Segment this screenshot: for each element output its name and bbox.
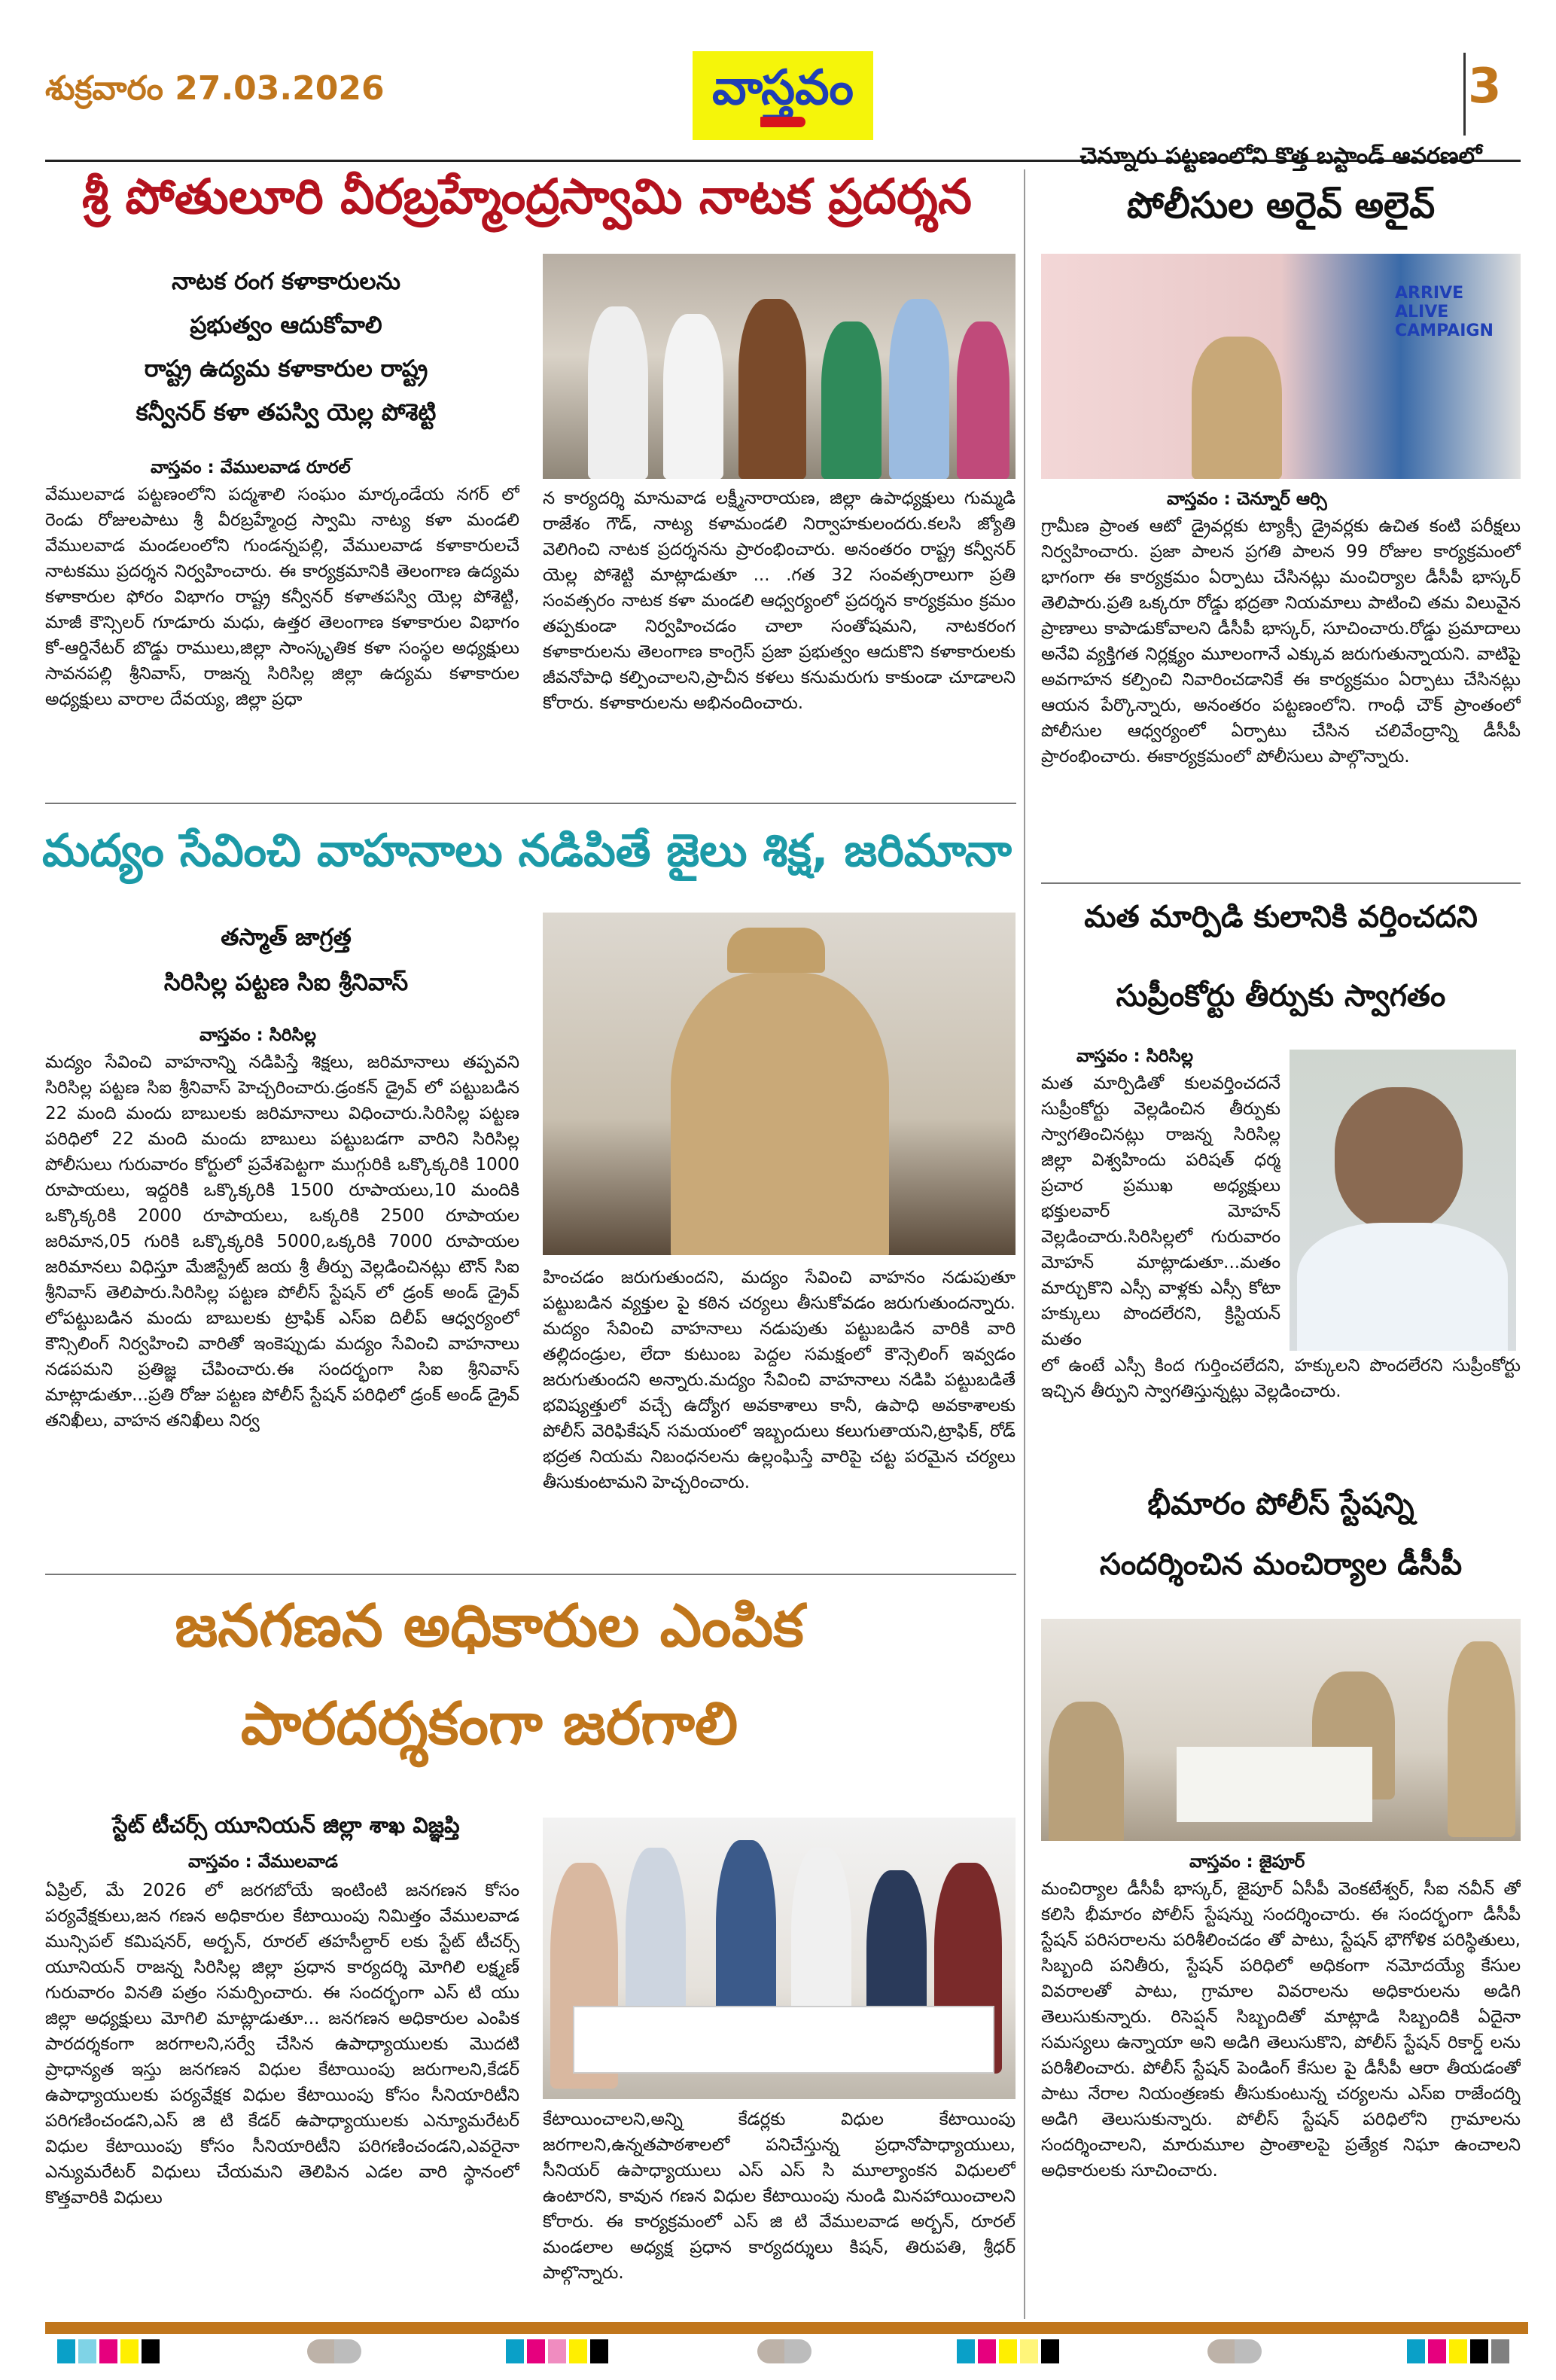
color-registration-mark (957, 2339, 1059, 2363)
story3-body-mid: కేటాయించాలని,అన్ని కేడర్లకు విధుల కేటాయింపు జరగాలని,ఉన్నతపాఠశాలలో పనిచేస్తున్న ప్రధానోపాధ్యాయులు, సీనియర్ ఉపాధ్యాయులు ఎస్ ఎస్ సి మూల్యాంకన విధులలో ఉంటారని, కావున గణన విధుల కేటాయింపు నుండి మినహాయించాలని కోరారు. ఈ కార్యక్రమంలో ఎస్ జి టి వేములవాడ అర్బన్, రూరల్ మండలాల అధ్యక్ష ప్రధాన కార్యదర్శులు కిషన్, తిరుపతి, శ్రీధర్ పాల్గొన్నారు. (543, 2110, 1016, 2283)
right1-photo-banner: ARRIVE ALIVE CAMPAIGN (1395, 284, 1494, 340)
registration-oval (307, 2339, 361, 2363)
story2-subhead: సిరిసిల్ల పట్టణ సిఐ శ్రీనివాస్ (163, 969, 409, 996)
story3-dateline: వాస్తవం : వేములవాడ (188, 1852, 338, 1872)
story1-photo (543, 254, 1016, 479)
footer-rule (45, 2322, 1528, 2334)
color-registration-mark (1407, 2339, 1509, 2363)
story1-subhead: కన్వీనర్ కళా తపస్వి యెల్ల పోశెట్టి (136, 399, 437, 426)
color-registration-mark (57, 2339, 160, 2363)
right2-body-full: లో ఉంటే ఎస్సీ కింద గుర్తించలేదని, హక్కులని పొందలేరని సుప్రీంకోర్టు ఇచ్చిన తీర్పుని స్వాగతిస్తున్నట్లు వెల్లడించారు. (1041, 1356, 1521, 1401)
story2-body-left: మద్యం సేవించి వాహనాన్ని నడిపిస్తే శిక్షలు, జరిమానాలు తప్పవని సిరిసిల్ల పట్టణ సిఐ శ్రీనివాస్ హెచ్చరించారు.డ్రంకన్ డ్రైవ్ లో పట్టుబడిన 22 మంది మందు బాబులకు జరిమానాలు విధించారు.సిరిసిల్ల పట్టణ పరిధిలో 22 మంది మందు బాబులు పట్టుబడగా వారిని సిరిసిల్ల పోలీసులు గురువారం కోర్టులో ప్రవేశపెట్టగా ముగ్గురికి ఒక్కొక్కరికి 1000 రూపాయలు, ఇద్దరికి ఒక్కొక్కరికి 1500 రూపాయలు,10 మందికి ఒక్కొక్కరికి 2000 రూపాయలు, ఒక్కరికి 2500 రూపాయల జరిమాన,05 గురికి ఒక్కొక్కరికి 5000,ఒక్కరికి 7000 రూపాయల జరిమానలు విధిస్తూ మేజిస్ట్రేట్ జయ శ్రీ తీర్పు వెల్లడించినట్లు టౌన్ సిఐ శ్రీనివాస్ తెలిపారు.సిరిసిల్ల పట్టణ పోలీస్ స్టేషన్ లో డ్రంక్ అండ్ డ్రైవ్ లోపట్టుబడిన మందు బాబులకు ట్రాఫిక్ ఎస్ఐ దిలీప్ ఆధ్వర్యంలో కౌన్సిలింగ్ నిర్వహించి వారితో ఇంకెప్పుడు మద్యం సేవించి వాహనాలు నడపమని ప్రతిజ్ఞ చేపించారు.ఈ సందర్భంగా సిఐ శ్రీనివాస్ మాట్లాడుతూ...ప్రతి రోజు పట్టణ పోలీస్ స్టేషన్ పరిధిలో డ్రంక్ అండ్ డ్రైవ్ తనిఖీలు, వాహన తనిఖీలు నిర్వ (45, 1053, 519, 1431)
story1-headline: శ్రీ పోతులూరి వీరబ్రహ్మేంద్రస్వామి నాటక ప్రదర్శన (82, 169, 972, 225)
color-registration-mark (506, 2339, 608, 2363)
issue-date: శుక్రవారం 27.03.2026 (45, 69, 385, 108)
right1-headline: పోలీసుల అరైవ్ అలైవ్ (1126, 184, 1436, 227)
right2-dateline: వాస్తవం : సిరిసిల్ల (1076, 1047, 1194, 1066)
column-divider (1024, 169, 1025, 2319)
registration-oval (757, 2339, 811, 2363)
story1-dateline: వాస్తవం : వేములవాడ రూరల్ (151, 458, 351, 477)
story3-body-left: ఏప్రిల్, మే 2026 లో జరగబోయే ఇంటింటి జనగణన కోసం పర్యవేక్షకులు,జన గణన అధికారుల కేటాయింపు నిమిత్తం వేములవాడ మున్సిపల్ కమిషనర్, అర్బన్, రూరల్ తహసీల్దార్ లకు స్టేట్ టీచర్స్ యూనియన్ రాజన్న సిరిసిల్ల జిల్లా ప్రధాన కార్యదర్శి మోగిలి లక్ష్మణ్ గురువారం వినతి పత్రం సమర్పించారు. ఈ సందర్భంగా ఎస్ టి యు జిల్లా అధ్యక్షులు మోగిలి మాట్లాడుతూ... జనగణన అధికారుల ఎంపిక పారదర్శకంగా జరగాలని,సర్వే చేసిన ఉపాధ్యాయులకు మొదటి ప్రాధాన్యత ఇస్తు జనగణన విధుల కేటాయింపు జరుగాలని,కేడర్ ఉపాధ్యాయులకు పర్యవేక్షక విధుల కేటాయింపు కోసం సీనియారిటీని పరిగణించండని,ఎస్ జి టి కేడర్ ఉపాధ్యాయులకు ఎన్యూమరేటర్ విధుల కేటాయింపు కోసం సీనియారిటీని పరిగణించండని,ఎవరైనా ఎన్యుమరేటర్ విధులు చేయమని తెలిపిన ఎడల వారి స్థానంలో కొత్తవారికి విధులు (45, 1881, 519, 2208)
story-divider (1041, 882, 1521, 884)
right3-body: మంచిర్యాల డీసీపీ భాస్కర్, జైపూర్ ఏసీపీ వెంకటేశ్వర్, సీఐ నవీన్ తో కలిసి భీమారం పోలీస్ స్టేషన్ను సందర్శించారు. ఈ సందర్భంగా డీసీపీ స్టేషన్ పరిసరాలను పరిశీలించడం తో పాటు, స్టేషన్ భౌగోళిక పరిస్థితులు, సిబ్బంది పనితీరు, స్టేషన్ పరిధిలో అధికంగా నమోదయ్యే కేసుల వివరాలతో పాటు, గ్రామాల వివరాలను అధికారులను అడిగి తెలుసుకున్నారు. రిసెప్షన్ సిబ్బందితో మాట్లాడి సిబ్బందికి ఏదైనా సమస్యలు ఉన్నాయా అని అడిగి తెలుసుకొని, పోలీస్ స్టేషన్ రికార్డ్ లను పరిశీలించారు. పోలీస్ స్టేషన్ పెండింగ్ కేసుల పై డీసీపీ ఆరా తీయడంతో పాటు నేరాల నియంత్రణకు తీసుకుంటున్న చర్యలను ఎస్ఐ రాజేందర్ని అడిగి తెలుసుకున్నారు. పోలీస్ స్టేషన్ పరిధిలోని గ్రామాలను సందర్శించాలని, మారుమూల ప్రాంతాలపై ప్రత్యేక నిఘా ఉంచాలని అధికారులకు సూచించారు. (1041, 1879, 1521, 2180)
right1-photo (1041, 254, 1521, 479)
right2-photo (1290, 1050, 1516, 1351)
story2-body-mid: హించడం జరుగుతుందని, మద్యం సేవించి వాహనం నడుపుతూ పట్టుబడిన వ్యక్తుల పై కఠిన చర్యలు తీసుకోవడం జరుగుతుందన్నారు. మద్యం సేవించి వాహనాలు నడుపుతు పట్టుబడిన వారికి వారి తల్లిదండ్రుల, లేదా కుటుంబ పెద్దల సమక్షంలో కౌన్సెలింగ్ ఇవ్వడం జరుగుతుందని అన్నారు.మద్యం సేవించి వాహనాలు నడిపి పట్టుబడితే భవిష్యత్తులో వచ్చే ఉద్యోగ అవకాశాలు కానీ, ఉపాధి అవకాశాలకు పోలీస్ వెరిఫికేషన్ సమయంలో ఇబ్బందులు కలుగుతాయని,ట్రాఫిక్, రోడ్ భద్రత నియమ నిబంధనలను ఉల్లంఘిస్తే వారిపై చట్ట పరమైన చర్యలు తీసుకుంటామని హెచ్చరించారు. (543, 1268, 1016, 1492)
story1-body-left: వేములవాడ పట్టణంలోని పద్మశాలి సంఘం మార్కండేయ నగర్ లో రెండు రోజులపాటు శ్రీ వీరబ్రహ్మేంద్ర స్వామి నాట్య కళా మండలి వేములవాడ మండలంలోని గుండన్నపల్లి, వేములవాడ కళాకారులచే నాటకము ప్రదర్శన నిర్వహించారు. ఈ కార్యక్రమానికి తెలంగాణ ఉద్యమ కళాకారుల ఫోరం విభాగం రాష్ట్ర కన్వీనర్ కళాతపస్వి యెల్ల పోశెట్టి, మాజీ కౌన్సిలర్ గూడూరు మధు, ఉత్తర తెలంగాణ కళాకారుల విభాగం కో-ఆర్డినేటర్ బొడ్డు రాములు,జిల్లా సాంస్కృతిక కళా సంస్థల అధ్యక్షులు సావనపల్లి శ్రీనివాస్, రాజన్న సిరిసిల్ల జిల్లా ఉద్యమ కళాకారుల అధ్యక్షులు వారాల దేవయ్య, జిల్లా ప్రధా (45, 485, 519, 709)
right3-headline-line1: భీమారం పోలీస్ స్టేషన్ని (1147, 1487, 1414, 1522)
page-number: 3 (1468, 59, 1502, 114)
masthead-logo (693, 51, 873, 140)
header-divider (1463, 53, 1466, 136)
story3-photo (543, 1818, 1016, 2099)
right1-body: గ్రామీణ ప్రాంత ఆటో డ్రైవర్లకు ట్యాక్సీ డ్రైవర్లకు ఉచిత కంటి పరీక్షలు నిర్వహించారు. ప్రజా పాలన ప్రగతి పాలన 99 రోజుల కార్యక్రమంలో భాగంగా ఈ కార్యక్రమం ఏర్పాటు చేసినట్లు మంచిర్యాల డీసీపీ భాస్కర్ తెలిపారు.ప్రతి ఒక్కరూ రోడ్డు భద్రతా నియమాలు పాటించి తమ విలువైన ప్రాణాలు కాపాడుకోవాలని డీసీపీ భాస్కర్, సూచించారు.రోడ్డు ప్రమాదాలు అనేవి వ్యక్తిగత నిర్లక్ష్యం మూలంగానే ఎక్కువ జరుగుతున్నాయని. వాటిపై అవగాహన కల్పించి నివారించడానికే ఈ కార్యక్రమం ఏర్పాటు చేసినట్లు ఆయన పేర్కొన్నారు, అనంతరం పట్టణంలోని. గాంధీ చౌక్ ప్రాంతంలో పోలీసుల ఆధ్వర్యంలో ఏర్పాటు చేసిన చలివేంద్రాన్ని డీసీపీ ప్రారంభించారు. ఈకార్యక్రమంలో పోలీసులు పాల్గొన్నారు. (1041, 517, 1521, 766)
registration-oval (1207, 2339, 1262, 2363)
right1-dateline: వాస్తవం : చెన్నూర్ ఆర్సి (1167, 489, 1327, 509)
right3-photo (1041, 1619, 1521, 1841)
story2-headline: మద్యం సేవించి వాహనాలు నడిపితే జైలు శిక్ష, జరిమానా (41, 824, 1012, 877)
right2-headline-line2: సుప్రీంకోర్టు తీర్పుకు స్వాగతం (1116, 979, 1446, 1013)
story1-body-mid: న కార్యదర్శి మానువాడ లక్ష్మీనారాయణ, జిల్లా ఉపాధ్యక్షులు గుమ్మడి రాజేశం గౌడ్, నాట్య కళామండలి నిర్వాహకులందరు.కలసి జ్యోతి వెలిగించి నాటక ప్రదర్శనను ప్రారంభించారు. అనంతరం రాష్ట్ర కన్వీనర్ యెల్ల పోశెట్టి మాట్లాడుతూ ... .గత 32 సంవత్సరాలుగా ప్రతి సంవత్సరం నాటక కళా మండలి ఆధ్వర్యంలో ప్రదర్శన కార్యక్రమం క్రమం తప్పకుండా నిర్వహించడం చాలా సంతోషమని, నాటకరంగ కళాకారులను తెలంగాణ కాంగ్రెస్ ప్రజా ప్రభుత్వం ఆదుకొని కళాకారులకు జీవనోపాధి కల్పించాలని,ప్రాచీన కళలు కనుమరుగు కాకుండా చూడాలని కోరారు. కళాకారులను అభినందించారు. (543, 489, 1016, 713)
story1-subhead: నాటక రంగ కళాకారులను (172, 268, 400, 295)
story3-subhead: స్టేట్ టీచర్స్ యూనియన్ జిల్లా శాఖ విజ్ఞప్తి (112, 1812, 460, 1838)
story-divider (45, 803, 1016, 804)
logo-text: వాస్తవం (712, 60, 854, 116)
right1-kicker: చెన్నూరు పట్టణంలోని కొత్త బస్టాండ్ ఆవరణలో (1079, 143, 1482, 169)
story-divider (45, 1574, 1016, 1575)
story2-subheads (45, 915, 527, 1005)
right3-dateline: వాస్తవం : జైపూర్ (1189, 1852, 1305, 1872)
story2-dateline: వాస్తవం : సిరిసిల్ల (199, 1025, 317, 1045)
story1-subhead: ప్రభుత్వం ఆదుకోవాలి (190, 312, 382, 339)
logo-bullet-icon (760, 117, 805, 127)
story3-headline-line1: జనగణన అధికారుల ఎంపిక (175, 1592, 804, 1660)
story1-subheads (45, 260, 527, 434)
right2-body-wrap: మత మార్పిడితో కులవర్తించదనే సుప్రీంకోర్టు వెల్లడించిన తీర్పుకు స్వాగతించినట్లు రాజన్న సిరిసిల్ల జిల్లా విశ్వహిందు పరిషత్ ధర్మ ప్రచార ప్రముఖ అధ్యక్షులు భక్తులవార్ మోహన్ వెల్లడించారు.సిరిసిల్లలో గురువారం మోహన్ మాట్లాడుతూ...మతం మార్చుకొని ఎస్సీ వాళ్లకు ఎస్సీ కోటా హక్కులు పొందలేరని, క్రిస్టియన్ మతం (1041, 1074, 1280, 1349)
right2-headline-line1: మత మార్పిడి కులానికి వర్తించదని (1084, 900, 1478, 934)
story3-headline-line2: పారదర్శకంగా జరగాలి (240, 1690, 738, 1758)
story2-subhead: తస్మాత్ జాగ్రత్త (221, 924, 352, 951)
story1-subhead: రాష్ట్ర ఉద్యమ కళాకారుల రాష్ట్ర (144, 355, 428, 382)
right3-headline-line2: సందర్శించిన మంచిర్యాల డీసీపీ (1099, 1547, 1463, 1582)
story2-photo (543, 913, 1016, 1255)
